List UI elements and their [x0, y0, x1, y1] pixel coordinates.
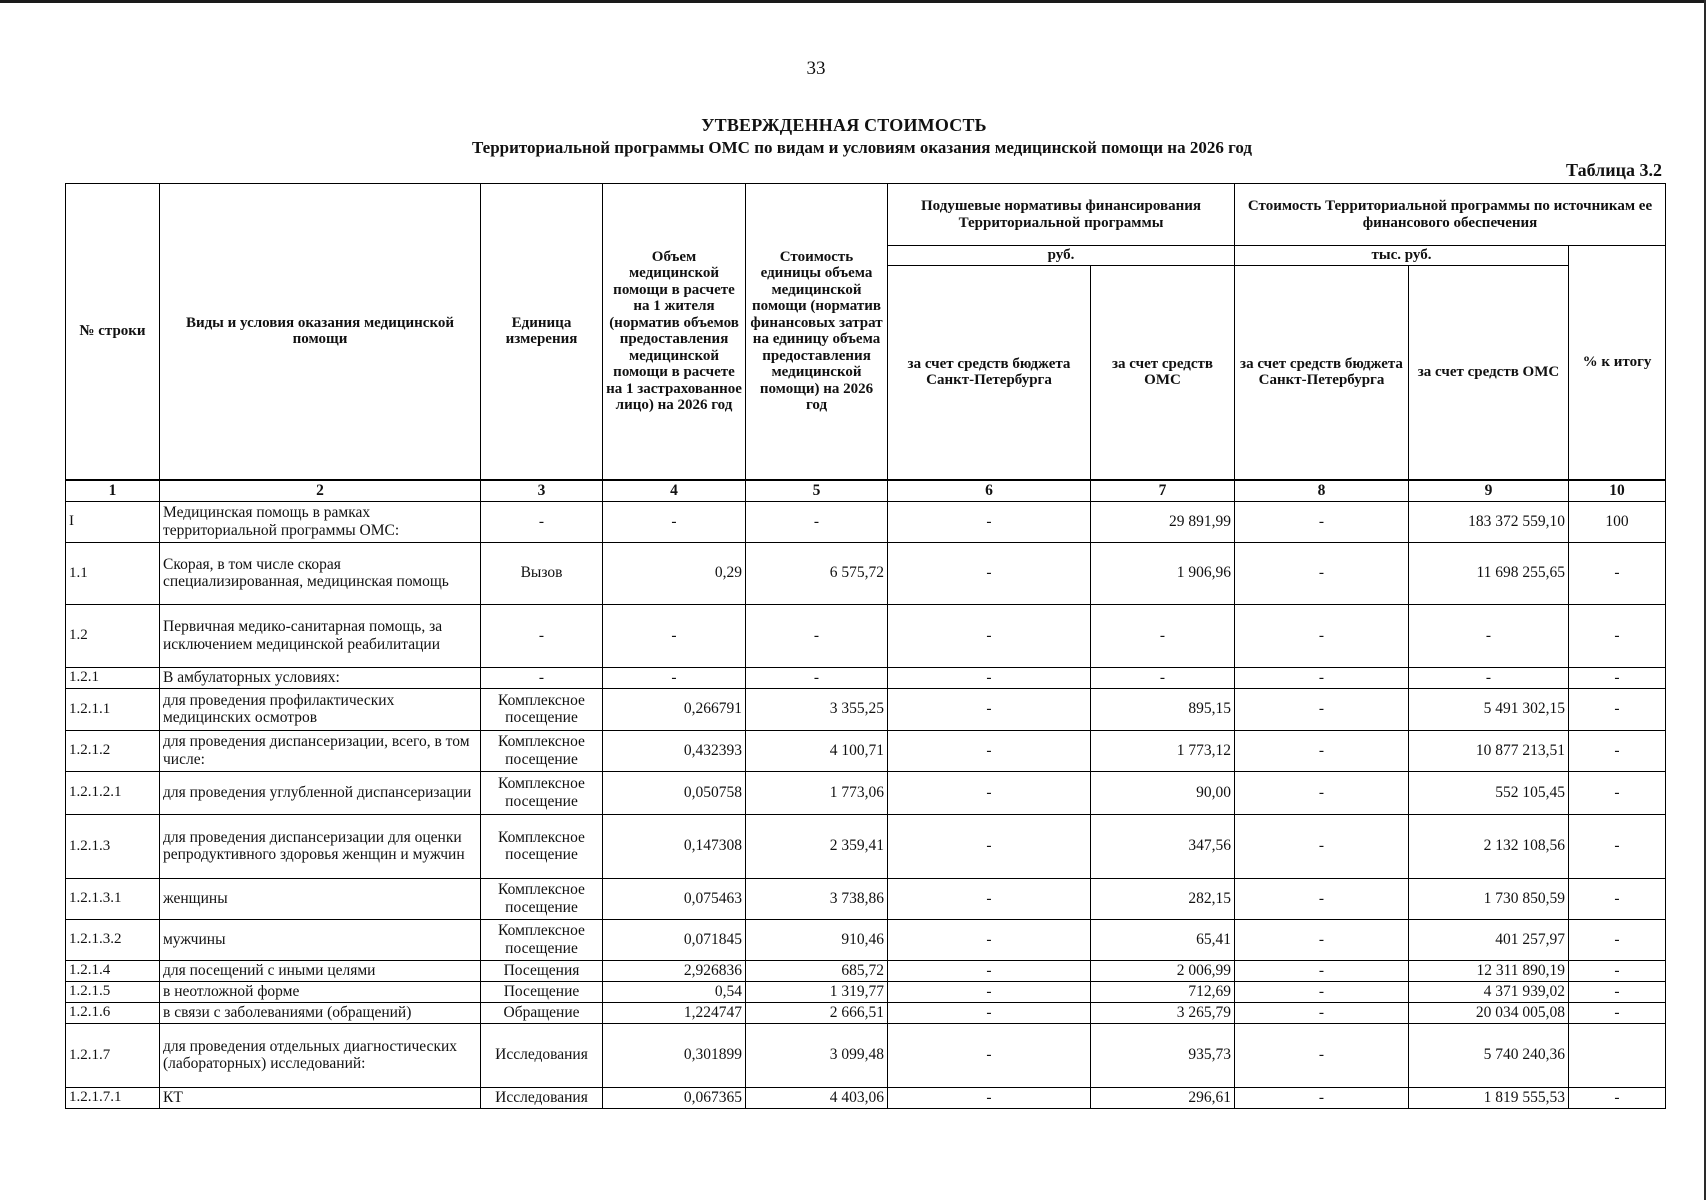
row-name: для проведения диспансеризации, всего, в том числе:	[160, 730, 481, 771]
table-row	[66, 771, 1666, 814]
row-pc-oms: -	[1091, 604, 1235, 667]
row-pc-budget: -	[888, 1023, 1091, 1087]
row-percent: -	[1569, 919, 1666, 960]
row-pc-budget: -	[888, 542, 1091, 604]
row-cost: 3 355,25	[746, 688, 888, 730]
row-volume: 1,224747	[603, 1002, 746, 1023]
row-tc-budget: -	[1235, 771, 1409, 814]
header-tc-oms: за счет средств ОМС	[1409, 266, 1569, 480]
row-pc-oms: 895,15	[1091, 688, 1235, 730]
header-rub: руб.	[888, 246, 1235, 266]
row-pc-budget: -	[888, 771, 1091, 814]
row-cost: -	[746, 501, 888, 542]
header-pc-oms: за счет средств ОМС	[1091, 266, 1235, 480]
scan-edge-top	[0, 0, 1706, 3]
table-row	[66, 730, 1666, 771]
row-volume: 0,147308	[603, 814, 746, 878]
column-number: 7	[1091, 480, 1235, 502]
row-volume: 2,926836	[603, 960, 746, 981]
row-unit: Комплексное посещение	[481, 730, 603, 771]
table-row	[66, 1023, 1666, 1087]
header-row-no: № строки	[66, 184, 160, 480]
table-row	[66, 878, 1666, 919]
row-cost: 6 575,72	[746, 542, 888, 604]
row-cost: 2 666,51	[746, 1002, 888, 1023]
row-percent: -	[1569, 667, 1666, 688]
row-pc-budget: -	[888, 814, 1091, 878]
row-no: 1.2.1.6	[66, 1002, 160, 1023]
row-tc-oms: 183 372 559,10	[1409, 501, 1569, 542]
row-percent: -	[1569, 604, 1666, 667]
row-no: 1.2.1.7	[66, 1023, 160, 1087]
row-pc-oms: 65,41	[1091, 919, 1235, 960]
row-pc-oms: 90,00	[1091, 771, 1235, 814]
row-no: 1.2.1.4	[66, 960, 160, 981]
row-name: Медицинская помощь в рамках территориальной программы ОМС:	[160, 501, 481, 542]
header-pc-budget: за счет средств бюджета Санкт-Петербурга	[888, 266, 1091, 480]
row-tc-oms: 11 698 255,65	[1409, 542, 1569, 604]
row-volume: 0,54	[603, 981, 746, 1002]
row-tc-budget: -	[1235, 919, 1409, 960]
row-cost: 1 319,77	[746, 981, 888, 1002]
row-name: КТ	[160, 1087, 481, 1108]
row-pc-budget: -	[888, 501, 1091, 542]
row-no: 1.2.1.7.1	[66, 1087, 160, 1108]
header-thousand-rub: тыс. руб.	[1235, 246, 1569, 266]
page-number: 33	[806, 58, 826, 79]
row-volume: 0,071845	[603, 919, 746, 960]
column-number: 10	[1569, 480, 1666, 502]
row-name: в неотложной форме	[160, 981, 481, 1002]
row-volume: 0,067365	[603, 1087, 746, 1108]
row-unit: Комплексное посещение	[481, 771, 603, 814]
row-volume: -	[603, 501, 746, 542]
row-cost: 910,46	[746, 919, 888, 960]
column-number: 1	[66, 480, 160, 502]
row-name: для проведения профилактических медицинских осмотров	[160, 688, 481, 730]
row-tc-budget: -	[1235, 667, 1409, 688]
row-pc-oms: -	[1091, 667, 1235, 688]
row-tc-oms: 12 311 890,19	[1409, 960, 1569, 981]
row-percent: -	[1569, 814, 1666, 878]
cost-table	[65, 183, 1666, 1109]
table-row	[66, 1087, 1666, 1108]
row-unit: Исследования	[481, 1023, 603, 1087]
row-volume: -	[603, 604, 746, 667]
row-no: I	[66, 501, 160, 542]
row-tc-budget: -	[1235, 542, 1409, 604]
row-unit: Комплексное посещение	[481, 919, 603, 960]
row-volume: 0,29	[603, 542, 746, 604]
row-no: 1.2	[66, 604, 160, 667]
row-pc-oms: 29 891,99	[1091, 501, 1235, 542]
row-tc-budget: -	[1235, 1002, 1409, 1023]
header-type: Виды и условия оказания медицинской помощи	[160, 184, 481, 480]
row-percent: -	[1569, 1087, 1666, 1108]
row-tc-oms: 5 491 302,15	[1409, 688, 1569, 730]
row-volume: 0,301899	[603, 1023, 746, 1087]
column-number: 3	[481, 480, 603, 502]
row-unit: Вызов	[481, 542, 603, 604]
row-percent: 100	[1569, 501, 1666, 542]
row-tc-budget: -	[1235, 501, 1409, 542]
row-unit: Обращение	[481, 1002, 603, 1023]
column-number: 9	[1409, 480, 1569, 502]
row-percent: -	[1569, 878, 1666, 919]
table-row	[66, 981, 1666, 1002]
row-percent: -	[1569, 771, 1666, 814]
row-pc-budget: -	[888, 730, 1091, 771]
row-tc-oms: 1 730 850,59	[1409, 878, 1569, 919]
row-volume: 0,432393	[603, 730, 746, 771]
column-number: 6	[888, 480, 1091, 502]
row-name: в связи с заболеваниями (обращений)	[160, 1002, 481, 1023]
row-cost: 685,72	[746, 960, 888, 981]
table-row	[66, 501, 1666, 542]
row-name: мужчины	[160, 919, 481, 960]
row-tc-oms: 20 034 005,08	[1409, 1002, 1569, 1023]
row-unit: Комплексное посещение	[481, 688, 603, 730]
header-unit: Единица измерения	[481, 184, 603, 480]
row-no: 1.2.1	[66, 667, 160, 688]
row-pc-budget: -	[888, 960, 1091, 981]
row-pc-budget: -	[888, 878, 1091, 919]
row-name: для посещений с иными целями	[160, 960, 481, 981]
row-unit: Исследования	[481, 1087, 603, 1108]
row-tc-oms: 5 740 240,36	[1409, 1023, 1569, 1087]
column-numbers-row	[66, 480, 1666, 502]
row-tc-oms: 4 371 939,02	[1409, 981, 1569, 1002]
table-row	[66, 1002, 1666, 1023]
row-name: для проведения углубленной диспансеризации	[160, 771, 481, 814]
row-pc-budget: -	[888, 1002, 1091, 1023]
row-pc-oms: 3 265,79	[1091, 1002, 1235, 1023]
header-tc-budget: за счет средств бюджета Санкт-Петербурга	[1235, 266, 1409, 480]
table-row	[66, 960, 1666, 981]
row-name: женщины	[160, 878, 481, 919]
row-tc-budget: -	[1235, 1087, 1409, 1108]
row-no: 1.1	[66, 542, 160, 604]
column-number: 5	[746, 480, 888, 502]
row-tc-budget: -	[1235, 1023, 1409, 1087]
row-unit: Посещение	[481, 981, 603, 1002]
row-pc-budget: -	[888, 604, 1091, 667]
header-cost: Стоимость единицы объема медицинской помощи (норматив финансовых затрат на единицу объема предоставления медицинской помощи) на 2026 год	[746, 184, 888, 480]
column-number: 2	[160, 480, 481, 502]
row-tc-oms: 2 132 108,56	[1409, 814, 1569, 878]
row-no: 1.2.1.1	[66, 688, 160, 730]
row-cost: 2 359,41	[746, 814, 888, 878]
row-volume: -	[603, 667, 746, 688]
row-unit: -	[481, 604, 603, 667]
table-row	[66, 919, 1666, 960]
row-pc-oms: 1 906,96	[1091, 542, 1235, 604]
row-volume: 0,050758	[603, 771, 746, 814]
row-no: 1.2.1.5	[66, 981, 160, 1002]
row-pc-oms: 296,61	[1091, 1087, 1235, 1108]
header-percent: % к итогу	[1569, 246, 1666, 480]
row-unit: -	[481, 667, 603, 688]
table-row	[66, 814, 1666, 878]
row-percent: -	[1569, 1002, 1666, 1023]
row-percent: -	[1569, 688, 1666, 730]
row-pc-oms: 712,69	[1091, 981, 1235, 1002]
row-cost: 4 100,71	[746, 730, 888, 771]
document-title: УТВЕРЖДЕННАЯ СТОИМОСТЬ	[701, 115, 987, 135]
row-tc-oms: 10 877 213,51	[1409, 730, 1569, 771]
row-pc-budget: -	[888, 919, 1091, 960]
row-cost: 4 403,06	[746, 1087, 888, 1108]
row-cost: 1 773,06	[746, 771, 888, 814]
row-cost: -	[746, 604, 888, 667]
row-tc-budget: -	[1235, 688, 1409, 730]
row-pc-budget: -	[888, 667, 1091, 688]
row-name: В амбулаторных условиях:	[160, 667, 481, 688]
row-tc-oms: -	[1409, 604, 1569, 667]
row-pc-budget: -	[888, 1087, 1091, 1108]
row-tc-budget: -	[1235, 981, 1409, 1002]
row-tc-oms: -	[1409, 667, 1569, 688]
row-unit: Комплексное посещение	[481, 814, 603, 878]
row-tc-budget: -	[1235, 604, 1409, 667]
table-label: Таблица 3.2	[1566, 160, 1662, 180]
row-pc-oms: 935,73	[1091, 1023, 1235, 1087]
table-row	[66, 688, 1666, 730]
row-pc-budget: -	[888, 981, 1091, 1002]
table-row	[66, 667, 1666, 688]
row-no: 1.2.1.2.1	[66, 771, 160, 814]
row-tc-oms: 552 105,45	[1409, 771, 1569, 814]
row-tc-oms: 1 819 555,53	[1409, 1087, 1569, 1108]
row-name: Первичная медико-санитарная помощь, за исключением медицинской реабилитации	[160, 604, 481, 667]
header-volume: Объем медицинской помощи в расчете на 1 жителя (норматив объемов предоставления медицинской помощи в расчете на 1 застрахованное лицо) на 2026 год	[603, 184, 746, 480]
row-cost: -	[746, 667, 888, 688]
row-no: 1.2.1.3.1	[66, 878, 160, 919]
table-row	[66, 542, 1666, 604]
row-percent: -	[1569, 960, 1666, 981]
row-pc-oms: 282,15	[1091, 878, 1235, 919]
row-name: для проведения отдельных диагностических (лабораторных) исследований:	[160, 1023, 481, 1087]
header-program-cost-group: Стоимость Территориальной программы по источникам ее финансового обеспечения	[1235, 184, 1666, 246]
row-tc-oms: 401 257,97	[1409, 919, 1569, 960]
row-pc-oms: 2 006,99	[1091, 960, 1235, 981]
row-tc-budget: -	[1235, 960, 1409, 981]
row-no: 1.2.1.2	[66, 730, 160, 771]
row-pc-oms: 1 773,12	[1091, 730, 1235, 771]
row-tc-budget: -	[1235, 814, 1409, 878]
header-per-capita-group: Подушевые нормативы финансирования Территориальной программы	[888, 184, 1235, 246]
row-name: для проведения диспансеризации для оценки репродуктивного здоровья женщин и мужчин	[160, 814, 481, 878]
row-volume: 0,266791	[603, 688, 746, 730]
row-cost: 3 099,48	[746, 1023, 888, 1087]
row-name: Скорая, в том числе скорая специализированная, медицинская помощь	[160, 542, 481, 604]
row-percent: -	[1569, 542, 1666, 604]
row-unit: Комплексное посещение	[481, 878, 603, 919]
column-number: 4	[603, 480, 746, 502]
table-row	[66, 604, 1666, 667]
row-pc-budget: -	[888, 688, 1091, 730]
row-percent: -	[1569, 730, 1666, 771]
row-percent	[1569, 1023, 1666, 1087]
row-no: 1.2.1.3	[66, 814, 160, 878]
row-percent: -	[1569, 981, 1666, 1002]
column-number: 8	[1235, 480, 1409, 502]
row-cost: 3 738,86	[746, 878, 888, 919]
row-unit: Посещения	[481, 960, 603, 981]
row-unit: -	[481, 501, 603, 542]
row-tc-budget: -	[1235, 878, 1409, 919]
row-pc-oms: 347,56	[1091, 814, 1235, 878]
row-no: 1.2.1.3.2	[66, 919, 160, 960]
row-tc-budget: -	[1235, 730, 1409, 771]
row-volume: 0,075463	[603, 878, 746, 919]
document-subtitle: Территориальной программы ОМС по видам и условиям оказания медицинской помощи на 2026 год	[471, 138, 1253, 157]
